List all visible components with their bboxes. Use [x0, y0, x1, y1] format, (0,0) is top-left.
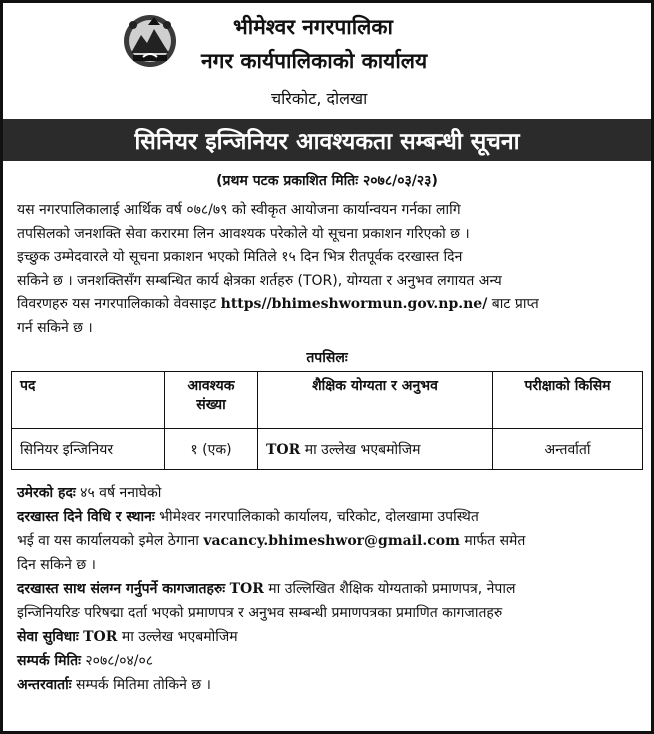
intro-text: बाट प्राप्त	[491, 296, 539, 312]
intro-line	[17, 293, 641, 317]
email-link[interactable]: vacancy.bhimeshwor@gmail.com	[203, 533, 460, 549]
docs-label: दरखास्त साथ संलग्न गर्नुपर्ने कागजातहरुः	[17, 581, 226, 597]
service-facility	[17, 625, 641, 649]
interview-label: अन्तरवार्ताः	[17, 677, 72, 693]
nepal-emblem-icon	[121, 11, 179, 69]
cell-count: १ (एक)	[165, 429, 258, 470]
required-documents-cont: इन्जिनियरिङ परिषद्मा दर्ता भएको प्रमाणपत्र र अनुभव सम्बन्धी प्रमाणपत्रका प्रमाणित कागजातहरु	[17, 605, 503, 621]
apply-value: भीमेश्वर नगरपालिकाको कार्यालय, चरिकोट, दोलखामा उपस्थित	[159, 509, 479, 525]
service-label: सेवा सुविधाः	[17, 629, 79, 645]
table-row	[12, 429, 643, 470]
office-location: चरिकोट, दोलखा	[271, 89, 368, 108]
notice-title-banner	[3, 119, 651, 161]
header-qualification: शैक्षिक योग्यता र अनुभव	[258, 372, 493, 429]
tor-label: TOR	[266, 441, 301, 458]
apply-method	[17, 505, 641, 529]
intro-line: तपसिलको जनशक्ति सेवा करारमा लिन आवश्यक परेकोले यो सूचना प्रकाशन गरिएको छ ।	[17, 225, 470, 242]
intro-line: सकिने छ । जनशक्तिसँग सम्बन्धित कार्य क्षेत्रका शर्तहरु (TOR), योग्यता र अनुभव लगायत अन्य	[17, 272, 502, 289]
apply-label: दरखास्त दिने विधि र स्थानः	[17, 509, 155, 525]
municipality-name: भीमेश्वर नगरपालिका	[233, 15, 393, 39]
cell-exam: अन्तर्वार्ता	[493, 429, 643, 470]
notice-header	[3, 3, 651, 119]
intro-paragraph	[17, 199, 641, 340]
apply-method-cont	[17, 529, 641, 553]
cell-qualification	[258, 429, 493, 470]
apply-method-cont: दिन सकिने छ ।	[17, 557, 96, 573]
age-value: ४५ वर्ष ननाघेको	[80, 485, 162, 501]
intro-line: इच्छुक उम्मेदवारले यो सूचना प्रकाशन भएको मितिले १५ दिन भित्र रीतपूर्वक दरखास्त दिन	[17, 249, 463, 265]
intro-line: यस नगरपालिकालाई आर्थिक वर्ष ०७८/७९ को स्वीकृत आयोजना कार्यान्वयन गर्नका लागि	[17, 202, 461, 218]
intro-text: विवरणहरु यस नगरपालिकाको वेवसाइट	[17, 296, 217, 312]
service-value: मा उल्लेख भएबमोजिम	[121, 629, 238, 645]
details-label: तपसिलः	[306, 350, 348, 366]
table-header-row	[12, 372, 643, 429]
tor-label: TOR	[83, 629, 118, 645]
header-post: पद	[12, 372, 165, 429]
header-count: आवश्यक संख्या	[165, 372, 258, 429]
notice-title: सिनियर इन्जिनियर आवश्यकता सम्बन्धी सूचना	[134, 129, 520, 155]
required-documents	[17, 577, 641, 601]
interview-info	[17, 673, 641, 697]
header-exam: परीक्षाको किसिम	[493, 372, 643, 429]
vacancy-table	[11, 371, 643, 470]
interview-value: सम्पर्क मितिमा तोकिने छ ।	[76, 677, 211, 693]
tor-label: TOR	[229, 581, 264, 597]
qualification-text: मा उल्लेख भएबमोजिम	[304, 441, 421, 458]
website-link[interactable]: https//bhimeshwormun.gov.np.ne/	[220, 296, 488, 312]
contact-value: २०७८/०४/०८	[85, 653, 154, 669]
age-limit	[17, 481, 641, 505]
age-label: उमेरको हदः	[17, 485, 76, 501]
docs-value: मा उल्लिखित शैक्षिक योग्यताको प्रमाणपत्र, नेपाल	[268, 581, 516, 597]
apply-value: मार्फत समेत	[464, 533, 526, 549]
apply-value: भई वा यस कार्यालयको इमेल ठेगाना	[17, 533, 199, 549]
contact-label: सम्पर्क मितिः	[17, 653, 81, 669]
office-name: नगर कार्यपालिकाको कार्यालय	[201, 49, 428, 73]
contact-date	[17, 649, 641, 673]
intro-line: गर्न सकिने छ ।	[17, 319, 93, 336]
publication-date: (प्रथम पटक प्रकाशित मितिः २०७८/०३/२३)	[216, 173, 438, 189]
cell-post: सिनियर इन्जिनियर	[12, 429, 165, 470]
conditions-section	[17, 481, 641, 697]
